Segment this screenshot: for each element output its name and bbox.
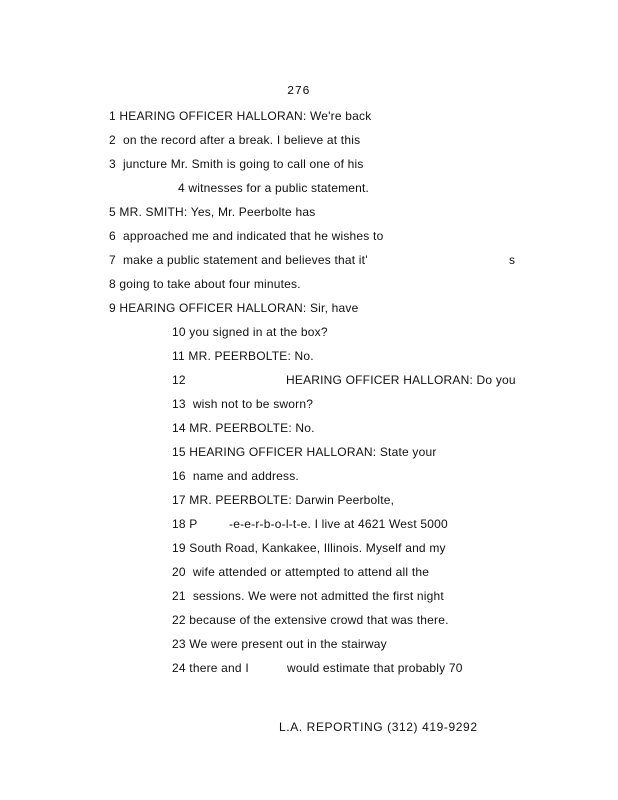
transcript-line: 8 going to take about four minutes. [109,277,301,291]
transcript-line: HEARING OFFICER HALLORAN: Do you [286,373,516,387]
reporter-footer: L.A. REPORTING (312) 419-9292 [279,720,478,734]
transcript-line: 23 We were present out in the stairway [172,637,387,651]
transcript-line: 4 witnesses for a public statement. [178,181,370,195]
transcript-line: 7 make a public statement and believes that it' [109,253,368,267]
transcript-line: 18 P [172,517,198,531]
transcript-line: 21 sessions. We were not admitted the first night [172,589,444,603]
transcript-line: 6 approached me and indicated that he wishes to [109,229,384,243]
transcript-line: 22 because of the extensive crowd that was there. [172,613,449,627]
transcript-line: 2 on the record after a break. I believe at this [109,133,361,147]
transcript-line: 11 MR. PEERBOLTE: No. [172,349,314,363]
transcript-line-number: 12 [172,373,186,387]
transcript-line: 15 HEARING OFFICER HALLORAN: State your [172,445,437,459]
transcript-line: 19 South Road, Kankakee, Illinois. Myself and my [172,541,446,555]
transcript-line: 10 you signed in at the box? [172,325,328,339]
transcript-line: 17 MR. PEERBOLTE: Darwin Peerbolte, [172,493,395,507]
transcript-line: would estimate that probably 70 [287,661,463,675]
transcript-line: -e-e-r-b-o-l-t-e. I live at 4621 West 5000 [229,517,448,531]
transcript-line: 24 there and I [172,661,249,675]
transcript-line: 9 HEARING OFFICER HALLORAN: Sir, have [109,301,359,315]
page-number: 276 [287,84,311,98]
transcript-line: 13 wish not to be sworn? [172,397,314,411]
transcript-line: 16 name and address. [172,469,299,483]
transcript-line: 3 juncture Mr. Smith is going to call one of his [109,157,364,171]
transcript-line: 5 MR. SMITH: Yes, Mr. Peerbolte has [109,205,316,219]
transcript-line: 20 wife attended or attempted to attend all the [172,565,430,579]
transcript-line-continuation: s [509,253,516,267]
transcript-line: 1 HEARING OFFICER HALLORAN: We're back [109,109,372,123]
transcript-line: 14 MR. PEERBOLTE: No. [172,421,315,435]
